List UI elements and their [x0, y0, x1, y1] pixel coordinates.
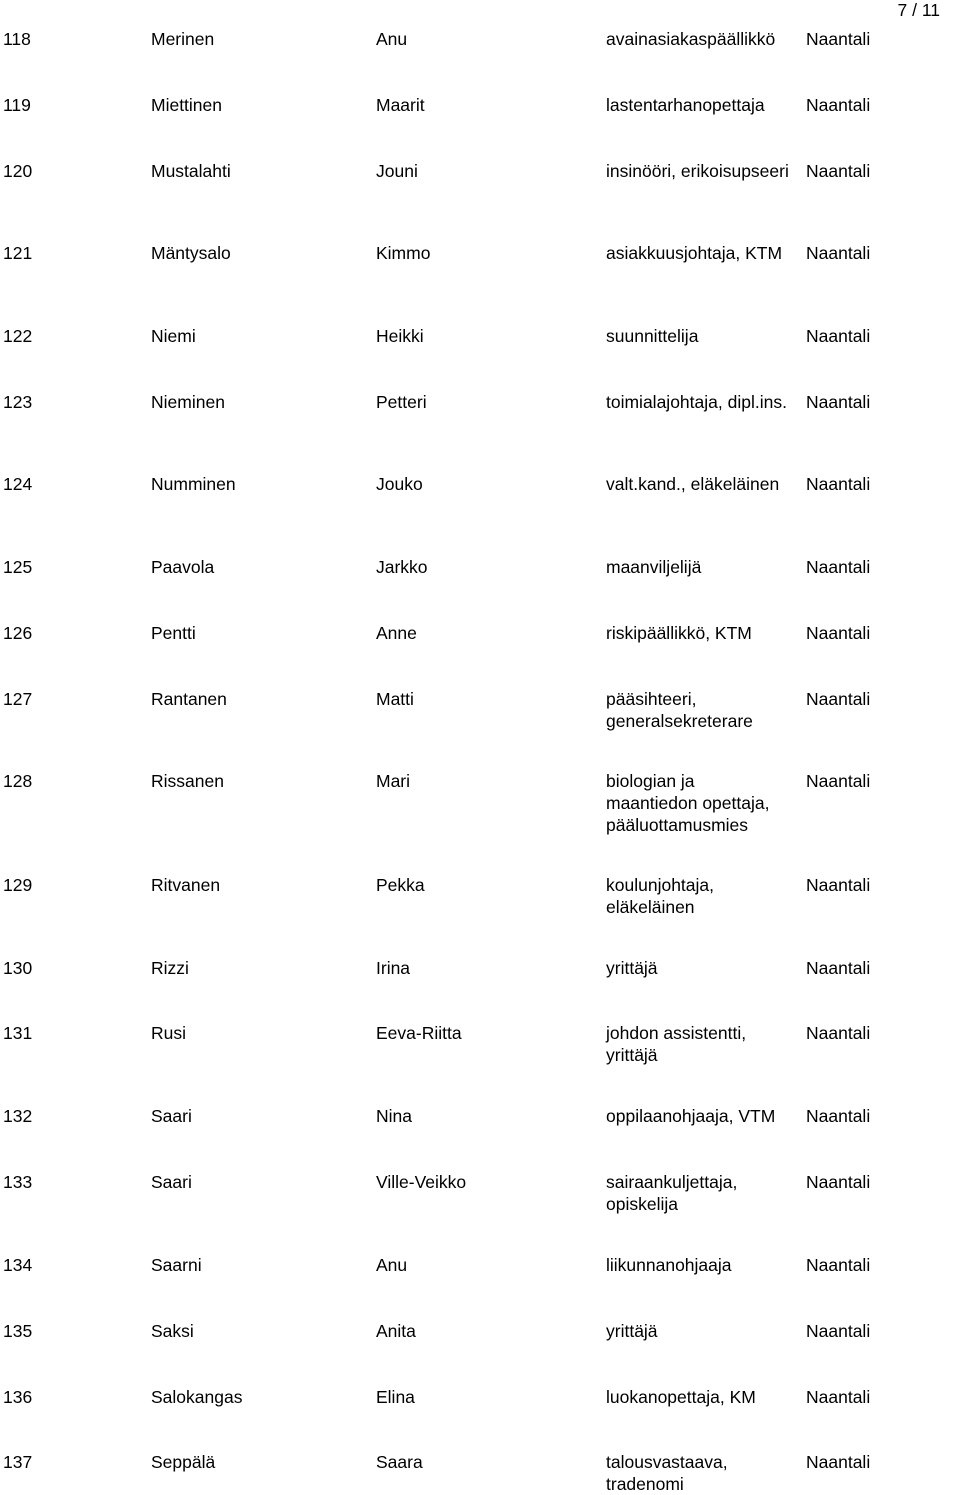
first-name: Jarkko — [376, 557, 428, 577]
occupation: liikunnanohjaaja — [606, 1255, 732, 1275]
occupation: lastentarhanopettaja — [606, 95, 765, 115]
municipality: Naantali — [806, 557, 871, 577]
row-number: 124 — [3, 474, 33, 494]
first-name: Elina — [376, 1387, 415, 1407]
row-number: 134 — [3, 1255, 33, 1275]
first-name: Saara — [376, 1452, 423, 1472]
row-number: 136 — [3, 1387, 33, 1407]
first-name: Ville-Veikko — [376, 1172, 467, 1192]
municipality: Naantali — [806, 1321, 871, 1341]
municipality: Naantali — [806, 958, 871, 978]
municipality: Naantali — [806, 771, 871, 791]
row-number: 135 — [3, 1321, 33, 1341]
row-number: 137 — [3, 1452, 33, 1472]
last-name: Niemi — [151, 326, 196, 346]
occupation: yrittäjä — [606, 958, 658, 978]
row-number: 126 — [3, 623, 33, 643]
municipality: Naantali — [806, 1106, 871, 1126]
occupation: maanviljelijä — [606, 557, 702, 577]
municipality: Naantali — [806, 689, 871, 709]
last-name: Rissanen — [151, 771, 224, 791]
municipality: Naantali — [806, 875, 871, 895]
first-name: Anu — [376, 29, 408, 49]
row-number: 131 — [3, 1023, 33, 1043]
occupation: avainasiakaspäällikkö — [606, 29, 776, 49]
first-name: Nina — [376, 1106, 412, 1126]
row-number: 130 — [3, 958, 33, 978]
first-name: Petteri — [376, 392, 427, 412]
first-name: Irina — [376, 958, 411, 978]
row-number: 127 — [3, 689, 33, 709]
row-number: 119 — [3, 95, 31, 115]
last-name: Mäntysalo — [151, 243, 231, 263]
occupation: johdon assistentti, yrittäjä — [606, 1023, 747, 1065]
first-name: Anita — [376, 1321, 416, 1341]
first-name: Heikki — [376, 326, 424, 346]
occupation: koulunjohtaja, eläkeläinen — [606, 875, 714, 917]
first-name: Eeva-Riitta — [376, 1023, 462, 1043]
municipality: Naantali — [806, 1387, 871, 1407]
last-name: Numminen — [151, 474, 236, 494]
row-number: 129 — [3, 875, 33, 895]
last-name: Saarni — [151, 1255, 202, 1275]
last-name: Saari — [151, 1172, 192, 1192]
last-name: Saksi — [151, 1321, 194, 1341]
last-name: Seppälä — [151, 1452, 216, 1472]
row-number: 123 — [3, 392, 33, 412]
municipality: Naantali — [806, 161, 871, 181]
municipality: Naantali — [806, 1172, 871, 1192]
occupation: riskipäällikkö, KTM — [606, 623, 752, 643]
first-name: Anne — [376, 623, 417, 643]
row-number: 118 — [3, 29, 31, 49]
municipality: Naantali — [806, 243, 871, 263]
last-name: Salokangas — [151, 1387, 243, 1407]
municipality: Naantali — [806, 1255, 871, 1275]
occupation: asiakkuusjohtaja, KTM — [606, 243, 783, 263]
occupation: insinööri, erikoisupseeri — [606, 161, 789, 181]
first-name: Pekka — [376, 875, 425, 895]
last-name: Rizzi — [151, 958, 189, 978]
first-name: Matti — [376, 689, 414, 709]
municipality: Naantali — [806, 392, 871, 412]
municipality: Naantali — [806, 1023, 871, 1043]
first-name: Anu — [376, 1255, 408, 1275]
occupation: toimialajohtaja, dipl.ins. — [606, 392, 787, 412]
municipality: Naantali — [806, 326, 871, 346]
occupation: valt.kand., eläkeläinen — [606, 474, 780, 494]
last-name: Nieminen — [151, 392, 225, 412]
last-name: Merinen — [151, 29, 215, 49]
row-number: 122 — [3, 326, 33, 346]
last-name: Saari — [151, 1106, 192, 1126]
last-name: Rantanen — [151, 689, 227, 709]
occupation: sairaankuljettaja, opiskelija — [606, 1172, 738, 1214]
occupation: biologian ja maantiedon opettaja, pääluottamusmies — [606, 771, 770, 835]
last-name: Paavola — [151, 557, 215, 577]
municipality: Naantali — [806, 29, 871, 49]
occupation: oppilaanohjaaja, VTM — [606, 1106, 776, 1126]
first-name: Maarit — [376, 95, 425, 115]
first-name: Kimmo — [376, 243, 431, 263]
last-name: Miettinen — [151, 95, 223, 115]
municipality: Naantali — [806, 1452, 871, 1472]
row-number: 133 — [3, 1172, 33, 1192]
row-number: 125 — [3, 557, 33, 577]
municipality: Naantali — [806, 474, 871, 494]
occupation: suunnittelija — [606, 326, 699, 346]
occupation: talousvastaava, tradenomi — [606, 1452, 728, 1494]
row-number: 120 — [3, 161, 33, 181]
occupation: luokanopettaja, KM — [606, 1387, 756, 1407]
last-name: Pentti — [151, 623, 196, 643]
occupation: yrittäjä — [606, 1321, 658, 1341]
occupation: pääsihteeri, generalsekreterare — [606, 689, 753, 731]
first-name: Jouni — [376, 161, 418, 181]
first-name: Mari — [376, 771, 411, 791]
row-number: 132 — [3, 1106, 33, 1126]
page-number: 7 / 11 — [897, 0, 940, 20]
row-number: 128 — [3, 771, 33, 791]
municipality: Naantali — [806, 623, 871, 643]
first-name: Jouko — [376, 474, 423, 494]
last-name: Mustalahti — [151, 161, 231, 181]
municipality: Naantali — [806, 95, 871, 115]
last-name: Rusi — [151, 1023, 187, 1043]
row-number: 121 — [3, 243, 33, 263]
last-name: Ritvanen — [151, 875, 221, 895]
